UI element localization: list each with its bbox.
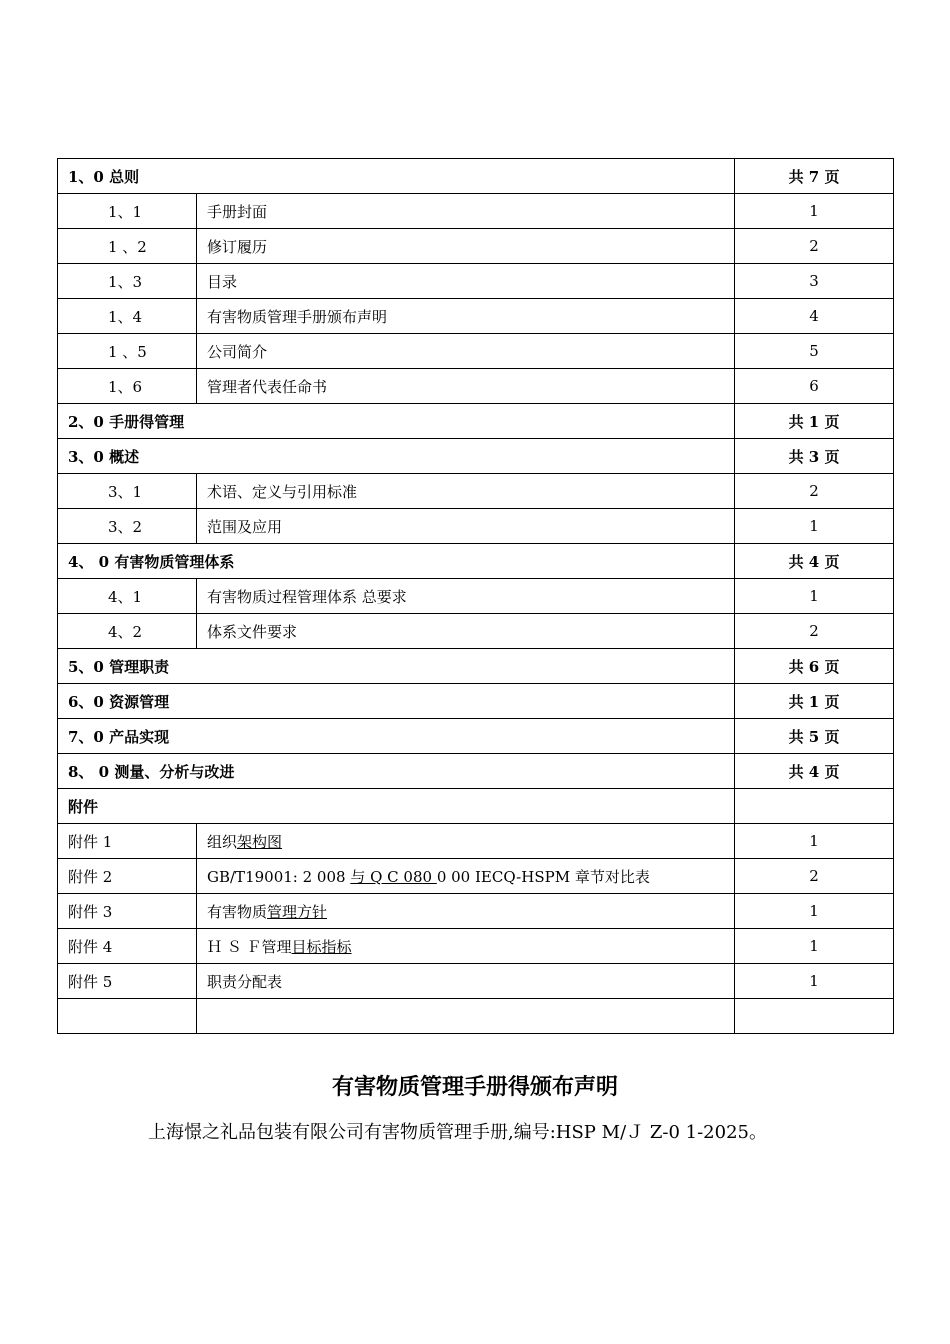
- section-title: 1、0 总则: [58, 159, 735, 194]
- item-number: 1、3: [58, 264, 197, 299]
- appendix-row: [58, 929, 894, 964]
- item-page: 3: [735, 264, 894, 299]
- item-number: 1、6: [58, 369, 197, 404]
- appendix-row: [58, 894, 894, 929]
- item-page: 1: [735, 579, 894, 614]
- appendix-page: 1: [735, 964, 894, 999]
- appendix-title-text: GB/T19001: 2 008: [207, 867, 351, 886]
- toc-item-row: [58, 474, 894, 509]
- toc-item-row: [58, 369, 894, 404]
- appendix-title-cell: [197, 929, 735, 964]
- section-pages: 共 7 页: [735, 159, 894, 194]
- empty-cell: [197, 999, 735, 1034]
- appendix-title-text: Ｈ Ｓ Ｆ管理: [207, 937, 292, 956]
- toc-item-row: [58, 579, 894, 614]
- section-pages: 共 1 页: [735, 404, 894, 439]
- item-title: 有害物质管理手册颁布声明: [197, 299, 735, 334]
- item-page: 2: [735, 614, 894, 649]
- item-page: 1: [735, 194, 894, 229]
- item-page: 2: [735, 229, 894, 264]
- appendix-row: [58, 964, 894, 999]
- toc-item-row: [58, 299, 894, 334]
- appendix-title-underlined: 目标指标: [291, 937, 352, 956]
- section-title: 3、0 概述: [58, 439, 735, 474]
- declaration-title: 有害物质管理手册得颁布声明: [331, 1074, 618, 1100]
- appendix-number: 附件 2: [58, 859, 197, 894]
- appendix-number: 附件 1: [58, 824, 197, 859]
- appendix-title-text: 职责分配表: [207, 972, 283, 991]
- appendix-title-underlined: 架构图: [237, 832, 283, 851]
- item-title: 有害物质过程管理体系 总要求: [197, 579, 735, 614]
- item-title: 手册封面: [197, 194, 735, 229]
- section-pages: 共 4 页: [735, 544, 894, 579]
- appendix-page: 1: [735, 929, 894, 964]
- appendix-title-text: 有害物质: [207, 902, 268, 921]
- appendix-title-cell: [197, 859, 735, 894]
- toc-item-row: [58, 194, 894, 229]
- item-number: 4、2: [58, 614, 197, 649]
- item-number: 1、4: [58, 299, 197, 334]
- item-title: 目录: [197, 264, 735, 299]
- toc-section-row: [58, 754, 894, 789]
- toc-item-row: [58, 509, 894, 544]
- toc-section-row: [58, 159, 894, 194]
- section-pages: 共 6 页: [735, 649, 894, 684]
- toc-body: [58, 159, 894, 1034]
- item-number: 3、2: [58, 509, 197, 544]
- appendix-page: 2: [735, 859, 894, 894]
- item-title: 范围及应用: [197, 509, 735, 544]
- appendix-row: [58, 824, 894, 859]
- item-number: 1、1: [58, 194, 197, 229]
- section-pages: 共 5 页: [735, 719, 894, 754]
- toc-item-row: [58, 334, 894, 369]
- appendix-page: 1: [735, 824, 894, 859]
- appendix-page: 1: [735, 894, 894, 929]
- empty-cell: [735, 999, 894, 1034]
- toc-item-row: [58, 229, 894, 264]
- item-title: 管理者代表任命书: [197, 369, 735, 404]
- section-pages: 共 4 页: [735, 754, 894, 789]
- section-title: 5、0 管理职责: [58, 649, 735, 684]
- section-title: 8、 0 测量、分析与改进: [58, 754, 735, 789]
- item-page: 2: [735, 474, 894, 509]
- appendix-title-cell: [197, 824, 735, 859]
- item-number: 1 、5: [58, 334, 197, 369]
- item-title: 术语、定义与引用标准: [197, 474, 735, 509]
- appendix-pages-empty: [735, 789, 894, 824]
- section-title: 2、0 手册得管理: [58, 404, 735, 439]
- section-pages: 共 3 页: [735, 439, 894, 474]
- appendix-title-rest: 0 00 IECQ-HSPM 章节对比表: [436, 867, 650, 886]
- item-title: 体系文件要求: [197, 614, 735, 649]
- toc-section-row: [58, 439, 894, 474]
- section-pages: 共 1 页: [735, 684, 894, 719]
- section-title: 4、 0 有害物质管理体系: [58, 544, 735, 579]
- toc-item-row: [58, 614, 894, 649]
- toc-section-row: [58, 649, 894, 684]
- toc-section-row: [58, 404, 894, 439]
- appendix-number: 附件 4: [58, 929, 197, 964]
- toc-section-row: [58, 719, 894, 754]
- section-title: 7、0 产品实现: [58, 719, 735, 754]
- appendix-title-underlined: 管理方针: [267, 902, 328, 921]
- appendix-number: 附件 3: [58, 894, 197, 929]
- item-page: 4: [735, 299, 894, 334]
- appendix-number: 附件 5: [58, 964, 197, 999]
- appendix-header-row: [58, 789, 894, 824]
- toc-item-row: [58, 264, 894, 299]
- item-page: 5: [735, 334, 894, 369]
- appendix-title-cell: [197, 894, 735, 929]
- section-title: 6、0 资源管理: [58, 684, 735, 719]
- item-page: 6: [735, 369, 894, 404]
- item-page: 1: [735, 509, 894, 544]
- item-number: 4、1: [58, 579, 197, 614]
- toc-section-row: [58, 544, 894, 579]
- appendix-title: 附件: [58, 789, 735, 824]
- item-title: 公司简介: [197, 334, 735, 369]
- item-number: 3、1: [58, 474, 197, 509]
- empty-cell: [58, 999, 197, 1034]
- item-title: 修订履历: [197, 229, 735, 264]
- appendix-row: [58, 859, 894, 894]
- appendix-title-underlined: 与 Q C 080: [350, 867, 437, 886]
- toc-table: [57, 158, 894, 1034]
- empty-row: [58, 999, 894, 1034]
- appendix-title-cell: [197, 964, 735, 999]
- declaration-body: 上海憬之礼品包装有限公司有害物质管理手册,编号:HSP M/Ｊ Z-0 1-2025。: [148, 1122, 767, 1143]
- toc-section-row: [58, 684, 894, 719]
- item-number: 1 、2: [58, 229, 197, 264]
- appendix-title-text: 组织: [207, 832, 238, 851]
